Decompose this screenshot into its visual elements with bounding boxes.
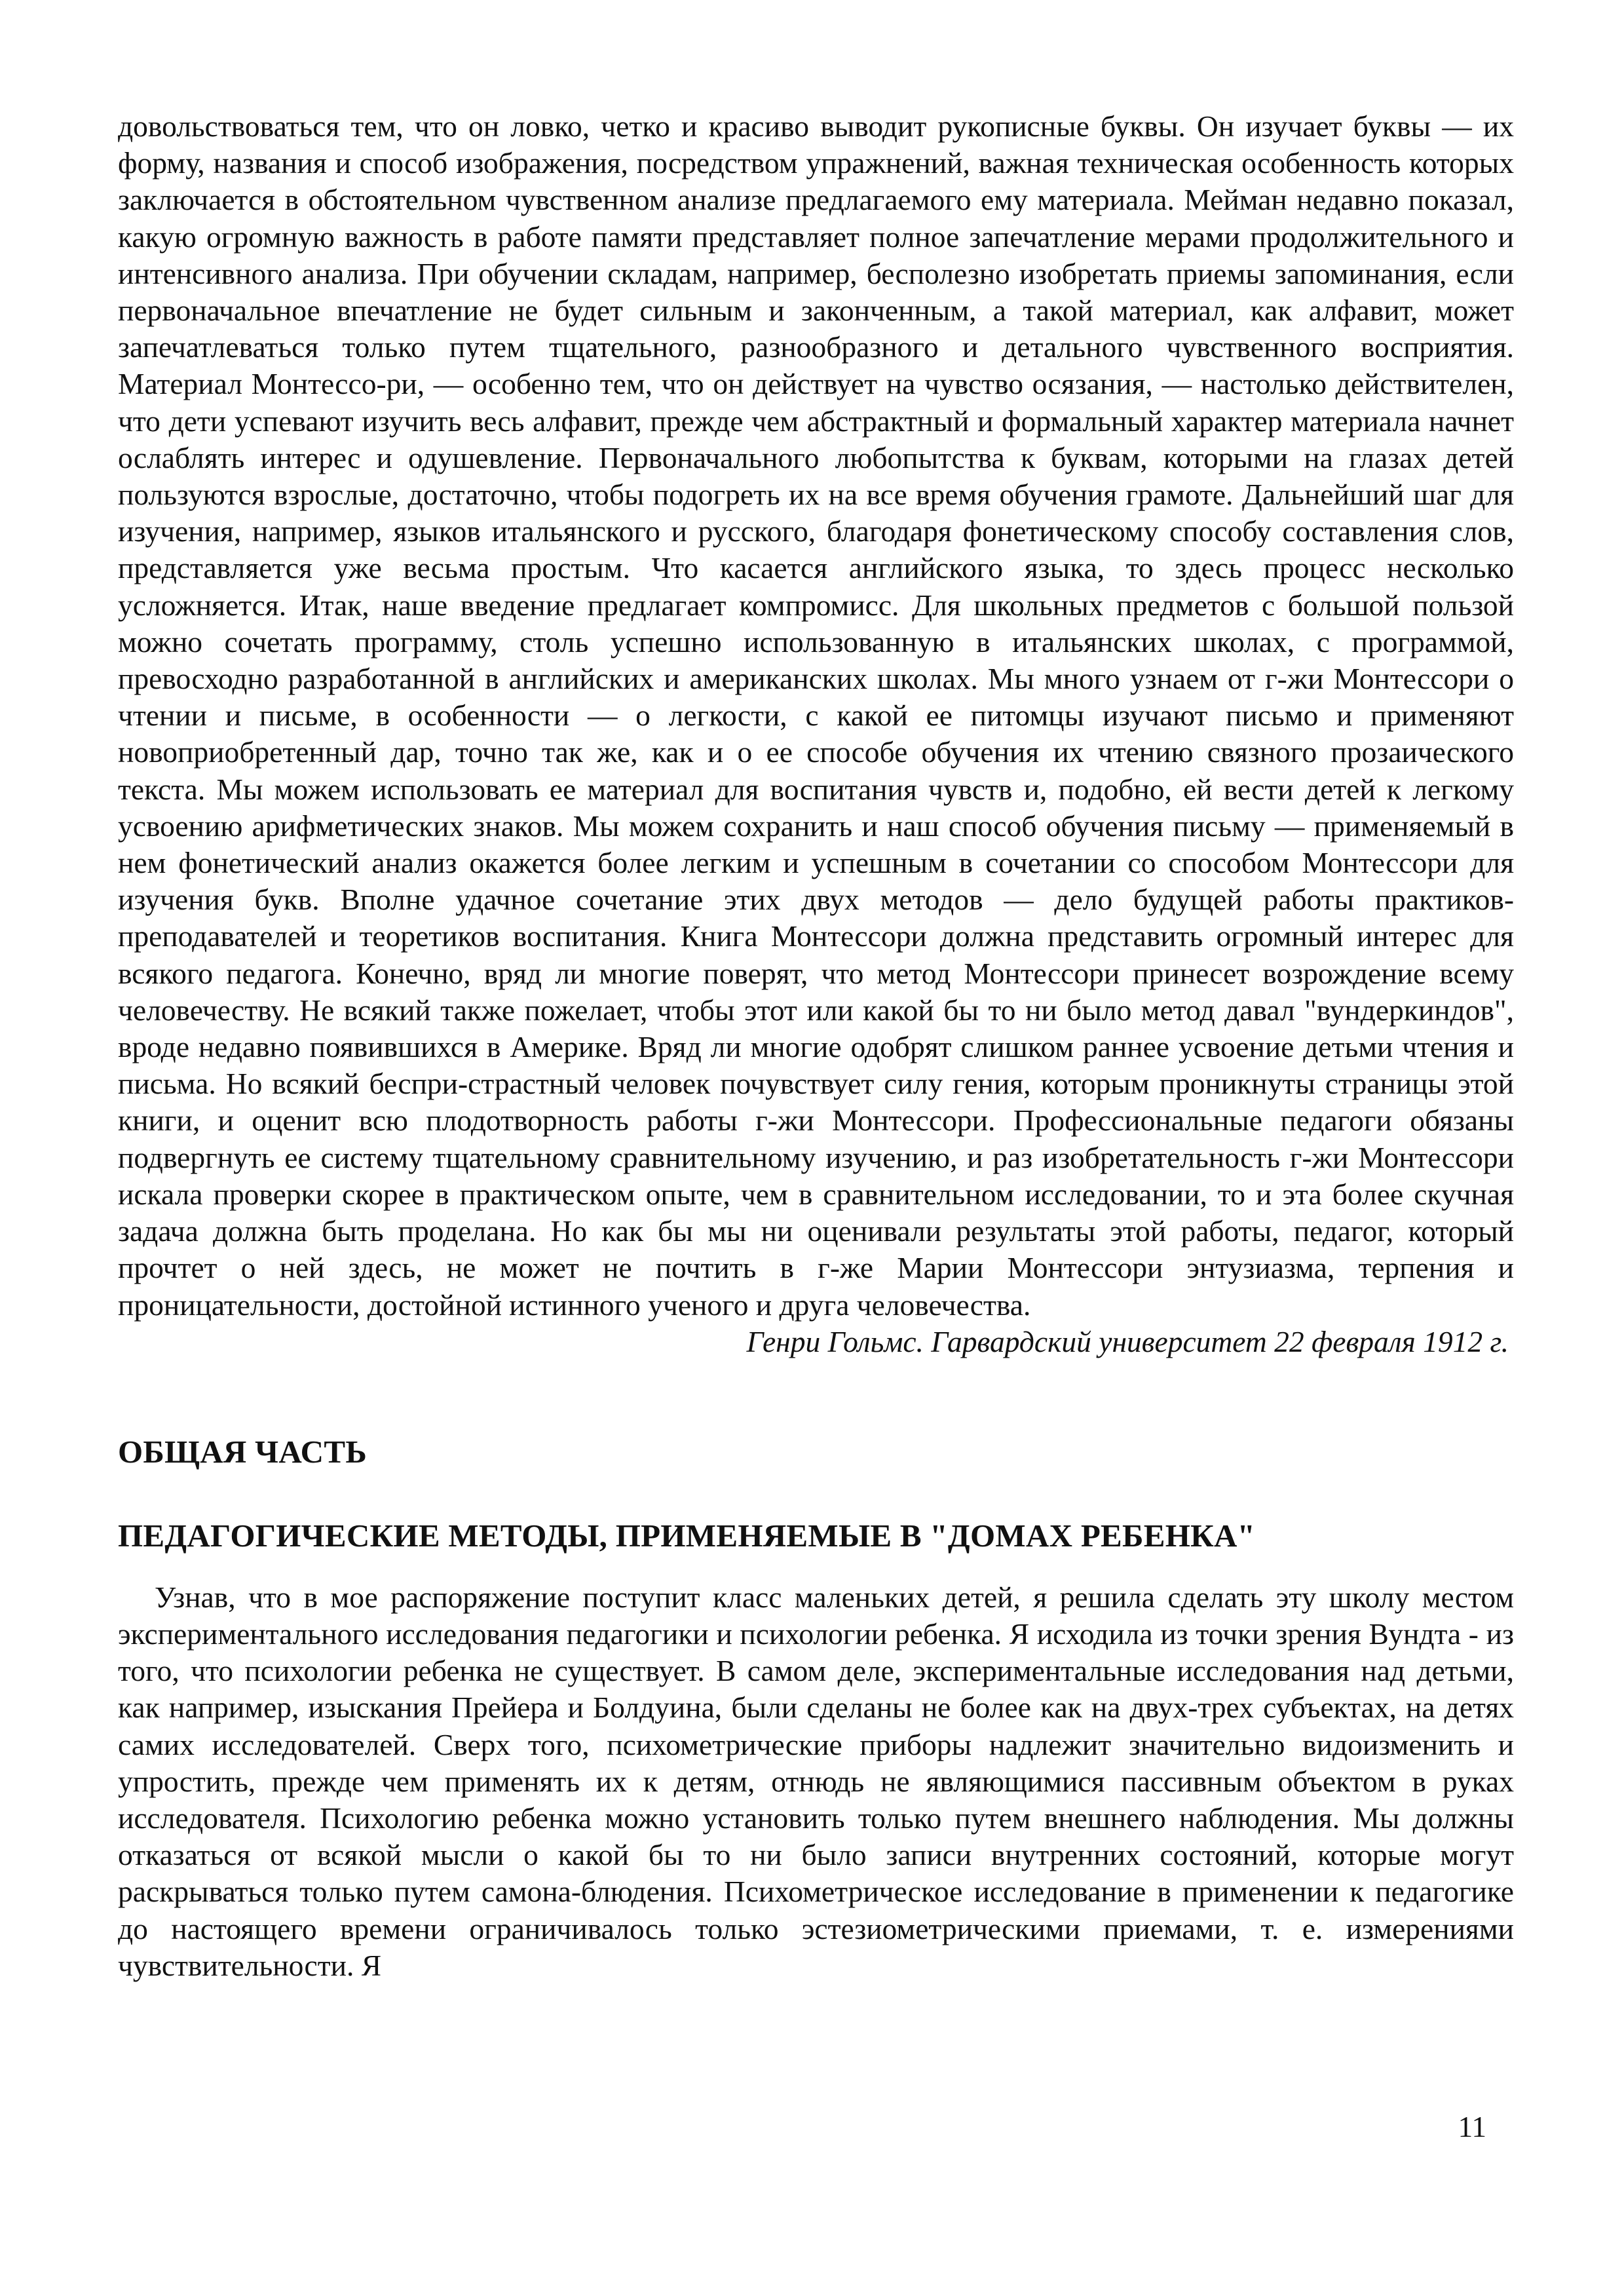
body-paragraph-2: Узнав, что в мое распоряжение поступит класс маленьких детей, я решила сделать эту школу местом экспериментального исследования педагогики и психологии ребенка. Я исходила из точки зрения Вундта - из того, что психологии ребенка не существует. В самом деле, экспериментальные исследования над детьми, как например, изыскания Прейера и Болдуина, были сделаны не более как на двух-трех субъектах, на детях самих исследователей. Сверх того, психометрические приборы надлежит значительно видоизменить и упростить, прежде чем применять их к детям, отнюдь не являющимися пассивным объектом в руках исследователя. Психологию ребенка можно установить только путем внешнего наблюдения. Мы должны отказаться от всякой мысли о какой бы то ни было записи внутренних состояний, которые могут раскрываться только путем самона-блюдения. Психометрическое исследование в применении к педагогике до настоящего времени ограничивалось только эстезиометрическими приемами, т. е. измерениями чувствительности. Я (118, 1580, 1514, 1982)
chapter-heading-methods: ПЕДАГОГИЧЕСКИЕ МЕТОДЫ, ПРИМЕНЯЕМЫЕ В "ДОМАХ РЕБЕНКА" (118, 1517, 1256, 1554)
page-number: 11 (1458, 2111, 1486, 2143)
section-heading-general: ОБЩАЯ ЧАСТЬ (118, 1433, 368, 1470)
document-page (118, 108, 1514, 2205)
author-signature: Генри Гольмс. Гарвардский университет 22 февраля 1912 г. (746, 1324, 1509, 1358)
body-paragraph-1: довольствоваться тем, что он ловко, четко и красиво выводит рукописные буквы. Он изучает буквы — их форму, названия и способ изображения, посредством упражнений, важная техническая особенность которых заключается в обстоятельном чувственном анализе предлагаемого ему материала. Мейман недавно показал, какую огромную важность в работе памяти представляет полное запечатление мерами продолжительного и интенсивного анализа. При обучении складам, например, бесполезно изобретать приемы запоминания, если первоначальное впечатление не будет сильным и законченным, а такой материал, как алфавит, может запечатлеваться только путем тщательного, разнообразного и детального чувственного восприятия. Материал Монтессо-ри, — особенно тем, что он действует на чувство осязания, — настолько действителен, что дети успевают изучить весь алфавит, прежде чем абстрактный и формальный характер материала начнет ослаблять интерес и одушевление. Первоначального любопытства к буквам, которыми на глазах детей пользуются взрослые, достаточно, чтобы подогреть их на все время обучения грамоте. Дальнейший шаг для изучения, например, языков итальянского и русского, благодаря фонетическому способу составления слов, представляется уже весьма простым. Что касается английского языка, то здесь процесс несколько усложняется. Итак, наше введение предлагает компромисс. Для школьных предметов с большой пользой можно сочетать программу, столь успешно использованную в итальянских школах, с программой, превосходно разработанной в английских и американских школах. Мы много узнаем от г-жи Монтессори о чтении и письме, в особенности — о легкости, с какой ее питомцы изучают письмо и применяют новоприобретенный дар, точно так же, как и о ее способе обучения их чтению связного прозаического текста. Мы можем использовать ее материал для воспитания чувств и, подобно, ей вести детей к легкому усвоению арифметических знаков. Мы можем сохранить и наш способ обучения письму — применяемый в нем фонетический анализ окажется более легким и успешным в сочетании со способом Монтессори для изучения букв. Вполне удачное сочетание этих двух методов — дело будущей работы практиков-преподавателей и теоретиков воспитания. Книга Монтессори должна представить огромный интерес для всякого педагога. Конечно, вряд ли многие поверят, что метод Монтессори принесет возрождение всему человечеству. Не всякий также пожелает, чтобы этот или какой бы то ни было метод давал "вундеркиндов", вроде недавно появившихся в Америке. Вряд ли многие одобрят слишком раннее усвоение детьми чтения и письма. Но всякий беспри-страстный человек почувствует силу гения, которым проникнуты страницы этой книги, и оценит всю плодотворность работы г-жи Монтессори. Профессиональные педагоги обязаны подвергнуть ее систему тщательному сравнительному изучению, и раз изобретательность г-жи Монтессори искала проверки скорее в практическом опыте, чем в сравнительном исследовании, то и эта более скучная задача должна быть проделана. Но как бы мы ни оценивали результаты этой работы, педагог, который прочтет о ней здесь, не может не почтить в г-же Марии Монтессори энтузиазма, терпения и проницательности, достойной истинного ученого и друга человечества. (118, 109, 1514, 1322)
